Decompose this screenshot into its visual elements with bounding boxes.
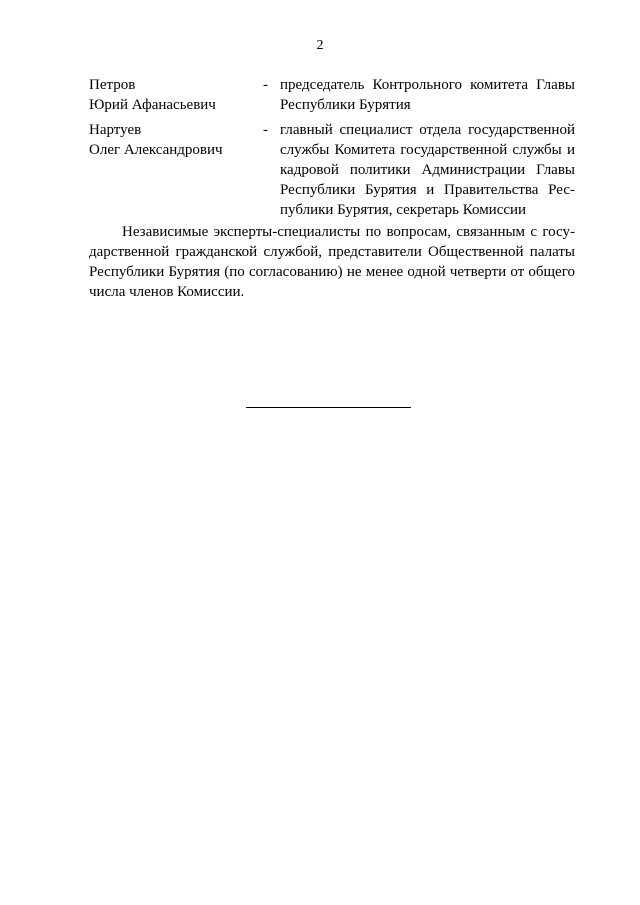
member-surname: Нартуев	[89, 122, 142, 138]
member-role	[280, 120, 575, 220]
member-role-line: главный специалист отдела государственной	[280, 122, 575, 138]
commission-member-petrov	[89, 75, 575, 115]
member-surname: Петров	[89, 77, 136, 93]
member-name	[89, 75, 259, 115]
member-role-line: Республики Бурятия и Правительства Рес-	[280, 182, 575, 198]
member-role	[280, 75, 575, 115]
member-role-line: Республики Бурятия	[280, 97, 411, 113]
member-given-names: Олег Александрович	[89, 142, 223, 158]
commission-member-nartuev	[89, 120, 575, 220]
member-given-names: Юрий Афанасьевич	[89, 97, 216, 113]
page-number: 2	[316, 38, 324, 53]
member-dash: -	[263, 77, 268, 93]
member-role-line: председатель Контрольного комитета Главы	[280, 77, 575, 93]
member-dash: -	[263, 122, 268, 138]
note-line: числа членов Комиссии.	[89, 284, 245, 300]
note-line: Независимые эксперты-специалисты по вопросам, связанным с госу-	[122, 224, 575, 240]
member-role-line: публики Бурятия, секретарь Комиссии	[280, 202, 527, 218]
note-line: Республики Бурятия (по согласованию) не менее одной четверти от общего	[89, 264, 575, 280]
member-role-line: службы Комитета государственной службы и	[280, 142, 575, 158]
independent-experts-note	[89, 222, 575, 302]
note-line: дарственной гражданской службой, представители Общественной палаты	[89, 244, 575, 260]
member-name	[89, 120, 259, 160]
member-role-line: кадровой политики Администрации Главы	[280, 162, 575, 178]
closing-rule-line	[246, 407, 411, 408]
